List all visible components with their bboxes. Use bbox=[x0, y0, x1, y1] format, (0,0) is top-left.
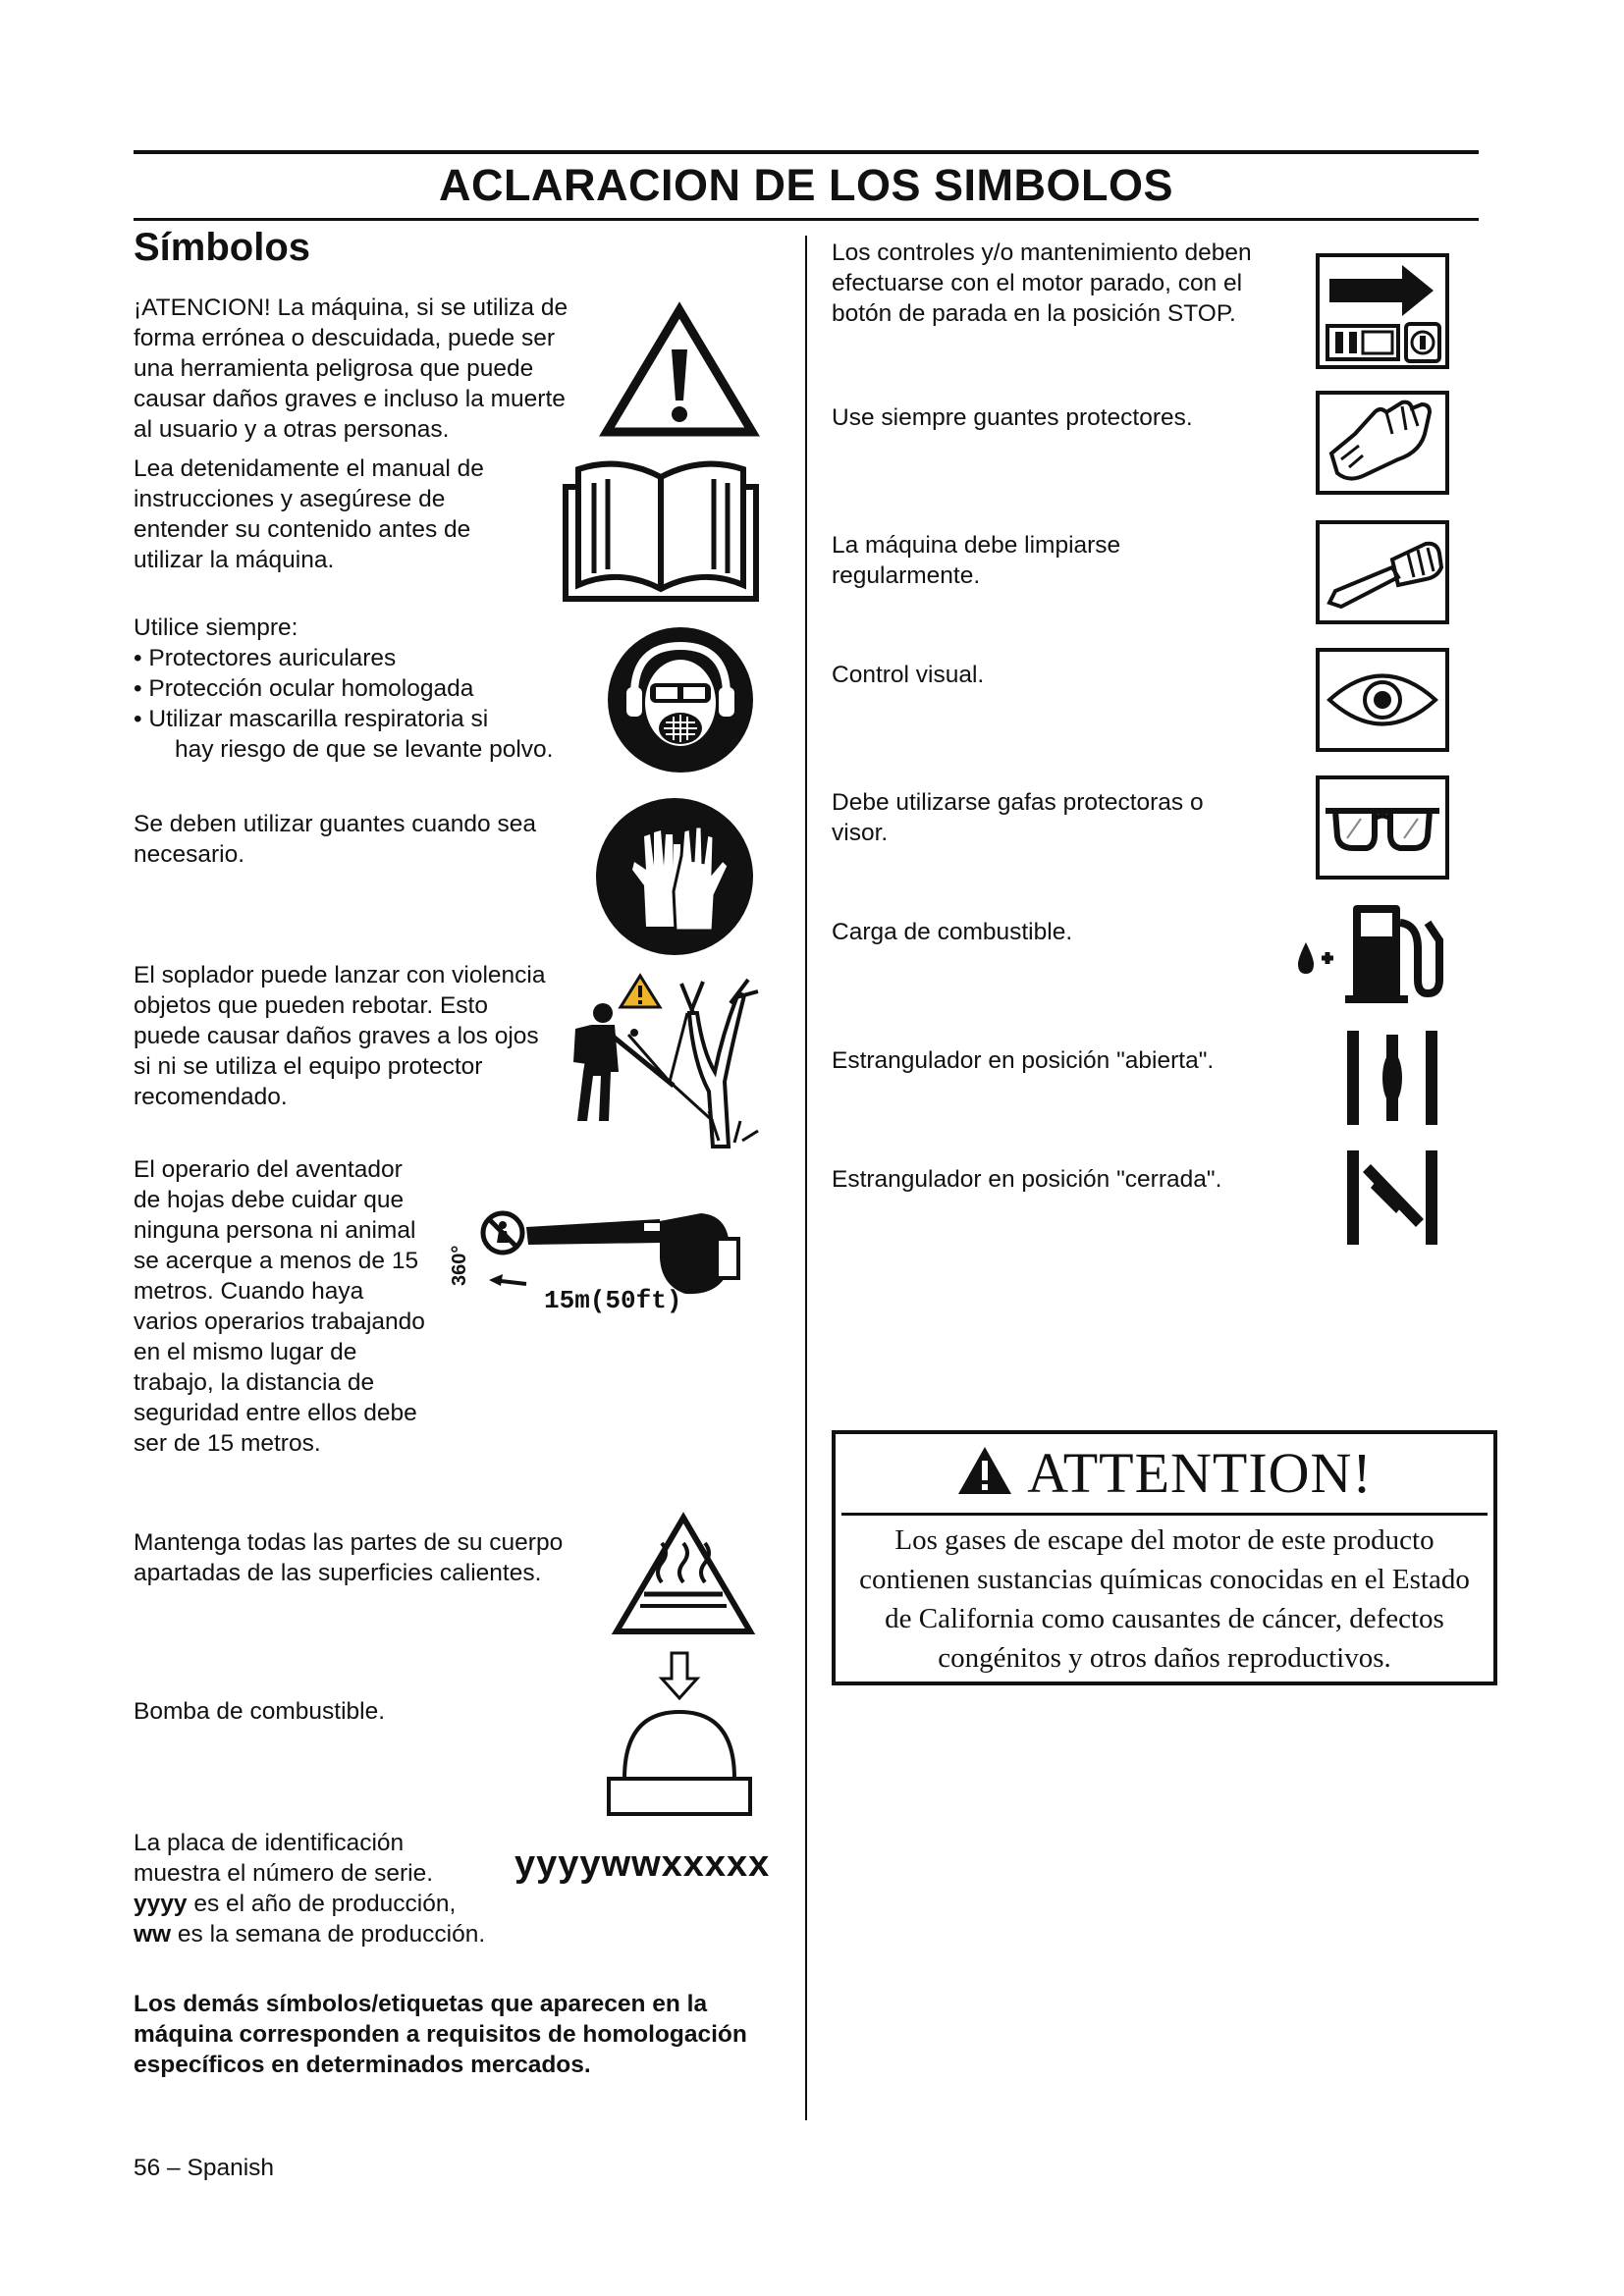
goggles-icon bbox=[1316, 775, 1449, 880]
warning-text: ¡ATENCION! La máquina, si se utiliza de forma errónea o descuidada, puede ser una herramienta peligrosa que puede causar daños graves e incluso la muerte al usuario y a otras personas. bbox=[134, 294, 568, 443]
pump-text: Bomba de combustible. bbox=[134, 1698, 386, 1725]
hot-text: Mantenga todas las partes de su cuerpo apartadas de las superficies calientes. bbox=[134, 1529, 564, 1586]
visual-text: Control visual. bbox=[832, 662, 985, 688]
eye-icon bbox=[1316, 648, 1449, 752]
fuel-refill-icon bbox=[1294, 901, 1451, 1003]
safety-distance-icon bbox=[449, 1200, 776, 1329]
plate-text-3: es la semana de producción. bbox=[171, 1921, 486, 1948]
manual-book-icon bbox=[563, 457, 759, 603]
california-attention-box bbox=[832, 1430, 1497, 1685]
other-symbols-note: Los demás símbolos/etiquetas que aparecen en la máquina corresponden a requisitos de homologación específicos en determinados mercados. bbox=[134, 1991, 747, 2078]
gloves-text: Se deben utilizar guantes cuando sea necesario. bbox=[134, 811, 536, 868]
plate-text-1: La placa de identificación muestra el número de serie. bbox=[134, 1830, 434, 1887]
choke-closed-text: Estrangulador en posición "cerrada". bbox=[832, 1166, 1222, 1193]
distance-angle-label: 360° bbox=[449, 1245, 470, 1286]
choke-closed-icon bbox=[1341, 1148, 1443, 1247]
gloves-circle-icon bbox=[595, 797, 754, 956]
manual-text: Lea detenidamente el manual de instrucciones y asegúrese de entender su contenido antes de utilizar la máquina. bbox=[134, 455, 484, 573]
choke-open-icon bbox=[1341, 1029, 1443, 1127]
plate-ww: ww bbox=[134, 1921, 172, 1948]
page-footer: 56 – Spanish bbox=[134, 2155, 275, 2181]
distance-label: 15m(50ft) bbox=[544, 1286, 682, 1315]
fuel-pump-bulb-icon bbox=[603, 1651, 756, 1824]
ppe-list bbox=[134, 643, 553, 765]
ppe-item-mask: • Utilizar mascarilla respiratoria si bbox=[134, 706, 489, 732]
ppe-item-ear: • Protectores auriculares bbox=[134, 645, 397, 671]
plate-yyyy: yyyy bbox=[134, 1891, 188, 1917]
attention-rule bbox=[841, 1513, 1488, 1516]
ppe-item-mask-cont: hay riesgo de que se levante polvo. bbox=[175, 736, 554, 763]
stop-switch-icon bbox=[1316, 253, 1449, 369]
right-gloves-text: Use siempre guantes protectores. bbox=[832, 404, 1193, 431]
distance-text: El operario del aventador de hojas debe cuidar que ninguna persona ni animal se acerque a menos de 15 metros. Cuando haya varios operarios trabajando en el mismo lugar de trabajo, la distancia de seguridad entre ellos debe ser de 15 metros. bbox=[134, 1156, 425, 1457]
ppe-intro: Utilice siempre: bbox=[134, 614, 298, 641]
cleaning-brush-icon bbox=[1316, 520, 1449, 624]
clean-text: La máquina debe limpiarse regularmente. bbox=[832, 532, 1121, 589]
ppe-item-eye: • Protección ocular homologada bbox=[134, 675, 474, 702]
plate-text bbox=[134, 1828, 487, 1949]
section-title: Símbolos bbox=[134, 226, 311, 269]
header-top-rule bbox=[134, 150, 1479, 154]
attention-warning-icon bbox=[956, 1445, 1013, 1496]
fuel-text: Carga de combustible. bbox=[832, 919, 1073, 945]
glove-icon bbox=[1316, 391, 1449, 495]
page-title: ACLARACION DE LOS SIMBOLOS bbox=[438, 160, 1173, 210]
ppe-head-icon bbox=[607, 626, 754, 774]
goggles-text: Debe utilizarse gafas protectoras o visor. bbox=[832, 789, 1204, 846]
blower-ricochet-icon bbox=[566, 974, 762, 1147]
serial-format: yyyywwxxxxx bbox=[514, 1843, 771, 1885]
hot-surface-icon bbox=[611, 1512, 756, 1637]
warning-triangle-icon bbox=[601, 304, 758, 438]
attention-body: Los gases de escape del motor de este producto contienen sustancias químicas conocidas en el Estado de California como causantes de cáncer, defectos congénitos y otros daños reproductivos. bbox=[859, 1524, 1470, 1674]
attention-heading bbox=[836, 1440, 1493, 1506]
column-divider bbox=[805, 236, 807, 2120]
blower-text: El soplador puede lanzar con violencia objetos que pueden rebotar. Esto puede causar daños graves a los ojos si ni se utiliza el equipo protector recomendado. bbox=[134, 962, 546, 1110]
header-bottom-rule bbox=[134, 218, 1479, 221]
choke-open-text: Estrangulador en posición "abierta". bbox=[832, 1047, 1215, 1074]
plate-text-2: es el año de producción, bbox=[187, 1891, 457, 1917]
stop-text: Los controles y/o mantenimiento deben efectuarse con el motor parado, con el botón de parada en la posición STOP. bbox=[832, 240, 1252, 327]
attention-heading-text: ATTENTION! bbox=[1027, 1441, 1373, 1505]
